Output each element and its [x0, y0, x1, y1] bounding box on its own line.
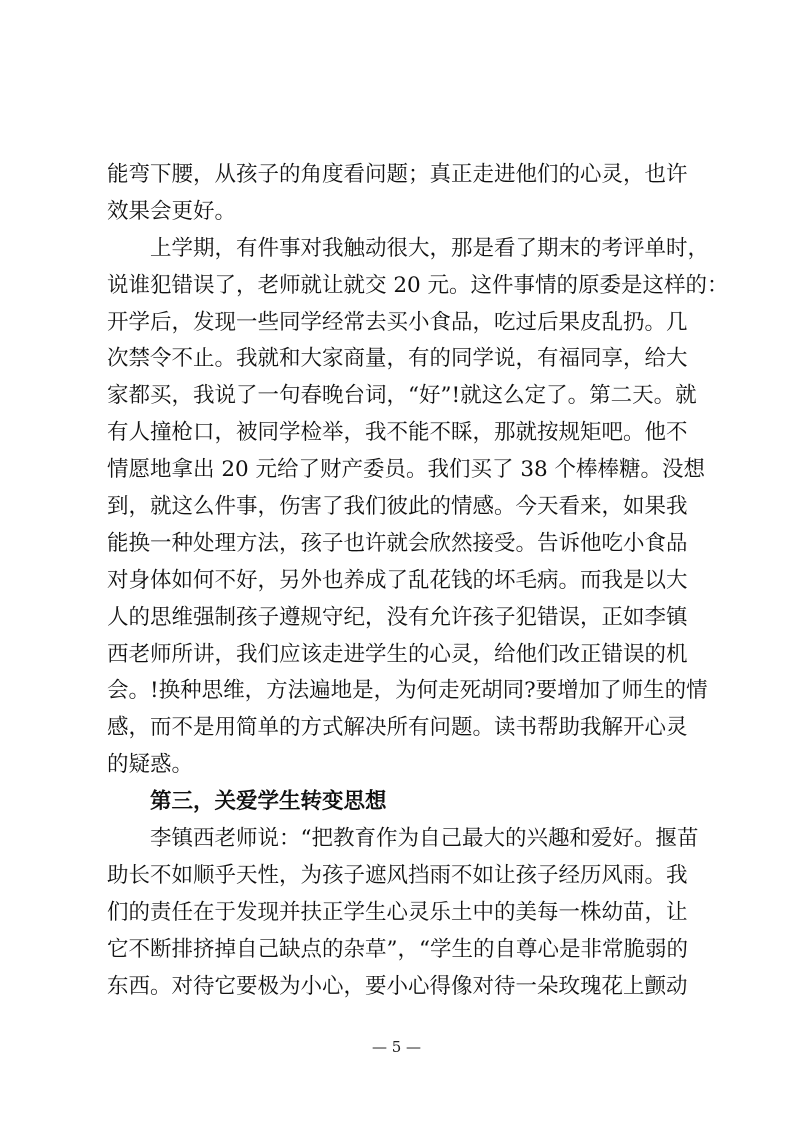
text-line: 对身体如何不好，另外也养成了乱花钱的坏毛病。而我是以大 — [107, 567, 688, 593]
text-line: 人的思维强制孩子遵规守纪，没有允许孩子犯错误，正如李镇 — [107, 604, 688, 630]
text-line: 西老师所讲，我们应该走进学生的心灵，给他们改正错误的机 — [107, 641, 688, 667]
text-line: 东西。对待它要极为小心，要小心得像对待一朵玫瑰花上颤动 — [107, 973, 688, 999]
text-line: 上学期，有件事对我触动很大，那是看了期末的考评单时， — [150, 235, 710, 261]
text-line: 能弯下腰，从孩子的角度看问题；真正走进他们的心灵，也许 — [107, 162, 688, 187]
text-line: 次禁令不止。我就和大家商量，有的同学说，有福同享，给大 — [107, 346, 688, 372]
section-heading: 第三，关爱学生转变思想 — [150, 789, 387, 815]
text-line: 情愿地拿出 20 元给了财产委员。我们买了 38 个棒棒糖。没想 — [107, 457, 706, 483]
document-body — [107, 157, 729, 1005]
text-line: 开学后，发现一些同学经常去买小食品，吃过后果皮乱扔。几 — [107, 309, 688, 335]
text-line: 有人撞枪口，被同学检举，我不能不睬，那就按规矩吧。他不 — [107, 420, 688, 446]
text-line: 助长不如顺乎天性，为孩子遮风挡雨不如让孩子经历风雨。我 — [107, 862, 688, 888]
text-line: 能换一种处理方法，孩子也许就会欣然接受。告诉他吃小食品 — [107, 530, 688, 556]
text-line: 说谁犯错误了，老师就让就交 20 元。这件事情的原委是这样的： — [107, 272, 729, 298]
text-line: 会。!换种思维，方法遍地是，为何走死胡同?要增加了师生的情 — [107, 678, 708, 704]
page-number: — 5 — — [371, 1038, 422, 1056]
text-line: 效果会更好。 — [107, 198, 237, 224]
text-line: 的疑惑。 — [107, 752, 194, 778]
text-line: 它不断排挤掉自己缺点的杂草”，“学生的自尊心是非常脆弱的 — [107, 936, 688, 962]
text-line: 李镇西老师说：“把教育作为自己最大的兴趣和爱好。揠苗 — [150, 826, 699, 852]
text-line: 家都买，我说了一句春晚台词，“好”!就这么定了。第二天。就 — [107, 383, 697, 409]
text-line: 感，而不是用简单的方式解决所有问题。读书帮助我解开心灵 — [107, 715, 688, 741]
text-line: 们的责任在于发现并扶正学生心灵乐土中的美每一株幼苗，让 — [107, 899, 688, 925]
text-line: 到，就这么件事，伤害了我们彼此的情感。今天看来，如果我 — [107, 494, 688, 520]
